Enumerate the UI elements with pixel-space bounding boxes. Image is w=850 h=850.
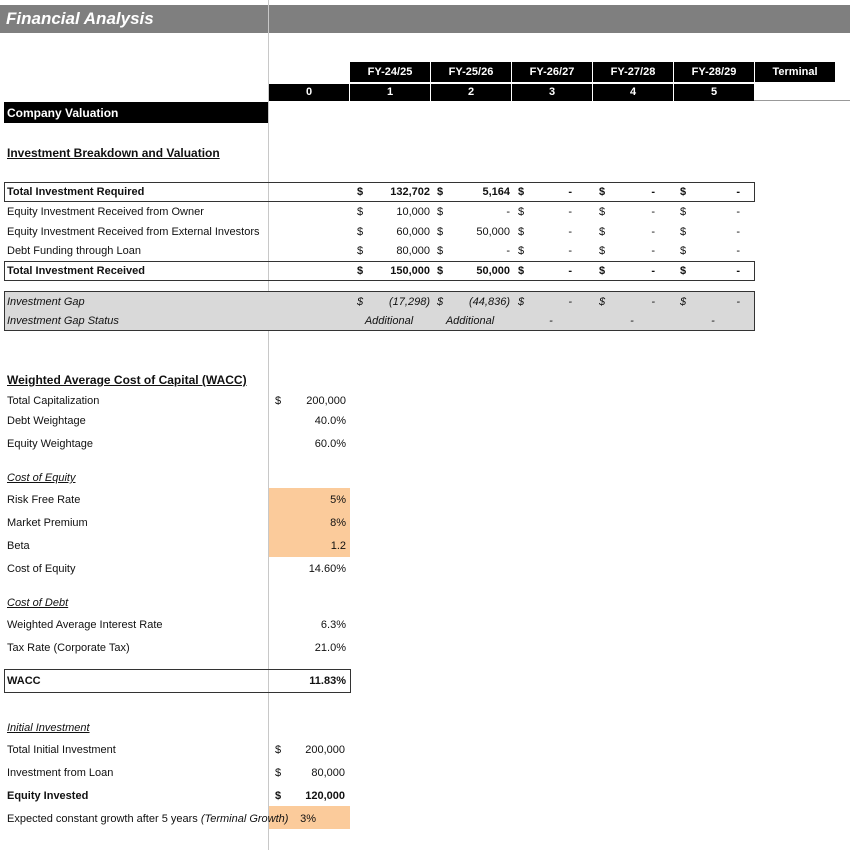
investment-gap-currency-2: $ — [437, 296, 444, 308]
risk-free-rate-input[interactable]: 5% — [330, 494, 346, 506]
investment-gap-value-3[interactable]: - — [568, 296, 572, 308]
market-premium-label[interactable]: Market Premium — [7, 517, 88, 529]
wacc-label[interactable]: WACC — [7, 675, 41, 687]
debt-funding-value-2[interactable]: - — [506, 245, 510, 257]
cost-of-equity-label[interactable]: Cost of Equity — [7, 563, 76, 575]
external-equity-currency-3: $ — [518, 226, 525, 238]
investment-gap-value-1[interactable]: (17,298) — [389, 296, 430, 308]
investment-from-loan-label[interactable]: Investment from Loan — [7, 767, 114, 779]
beta-input[interactable]: 1.2 — [330, 540, 346, 552]
investment-gap-currency-5: $ — [680, 296, 687, 308]
section-company-valuation[interactable] — [4, 102, 268, 123]
total-received-label[interactable]: Total Investment Received — [7, 265, 145, 277]
debt-weightage-label[interactable]: Debt Weightage — [7, 415, 86, 427]
total-required-label[interactable]: Total Investment Required — [7, 186, 145, 198]
terminal-growth-label[interactable] — [7, 813, 288, 825]
header-terminal-growth[interactable]: Terminal Growth — [755, 62, 835, 82]
debt-funding-currency-5: $ — [680, 245, 687, 257]
sheet-title: Financial Analysis — [6, 9, 154, 28]
debt-funding-currency-3: $ — [518, 245, 525, 257]
debt-funding-value-1[interactable]: 80,000 — [396, 245, 430, 257]
total-required-currency-1: $ — [357, 186, 364, 198]
wacc-value[interactable]: 11.83% — [309, 675, 346, 687]
total-received-value-4[interactable]: - — [651, 265, 655, 277]
terminal-growth-input[interactable]: 3% — [300, 813, 316, 825]
investment-gap-status-label[interactable]: Investment Gap Status — [7, 315, 119, 327]
owner-equity-currency-1: $ — [357, 206, 364, 218]
owner-equity-value-2[interactable]: - — [506, 206, 510, 218]
owner-equity-label[interactable]: Equity Investment Received from Owner — [7, 206, 204, 218]
external-equity-currency-5: $ — [680, 226, 687, 238]
total-required-currency-3: $ — [518, 186, 525, 198]
owner-equity-value-1[interactable]: 10,000 — [396, 206, 430, 218]
owner-equity-currency-5: $ — [680, 206, 687, 218]
total-received-currency-4: $ — [599, 265, 606, 277]
column-divider — [268, 0, 269, 850]
header-period-3[interactable]: FY-26/27 — [512, 62, 592, 82]
investment-gap-currency-3: $ — [518, 296, 525, 308]
total-required-currency-5: $ — [680, 186, 687, 198]
header-index-5[interactable]: 5 — [674, 84, 754, 101]
total-required-value-2[interactable]: 5,164 — [482, 186, 510, 198]
total-required-value-3[interactable]: - — [568, 186, 572, 198]
investment-from-loan-value[interactable]: 80,000 — [311, 767, 345, 779]
header-period-5[interactable]: FY-28/29 — [674, 62, 754, 82]
owner-equity-currency-4: $ — [599, 206, 606, 218]
equity-weightage-value[interactable]: 60.0% — [314, 438, 346, 450]
investment-gap-value-5[interactable]: - — [736, 296, 740, 308]
header-index-3[interactable]: 3 — [512, 84, 592, 101]
investment-gap-value-2[interactable]: (44,836) — [469, 296, 510, 308]
investment-gap-status-1[interactable]: Additional — [364, 315, 414, 327]
debt-funding-label[interactable]: Debt Funding through Loan — [7, 245, 141, 257]
investment-gap-currency-4: $ — [599, 296, 606, 308]
external-equity-currency-2: $ — [437, 226, 444, 238]
owner-equity-value-4[interactable]: - — [651, 206, 655, 218]
debt-funding-currency-4: $ — [599, 245, 606, 257]
total-required-currency-2: $ — [437, 186, 444, 198]
total-received-currency-5: $ — [680, 265, 687, 277]
total-received-value-5[interactable]: - — [736, 265, 740, 277]
debt-funding-value-4[interactable]: - — [651, 245, 655, 257]
external-equity-currency-1: $ — [357, 226, 364, 238]
debt-funding-value-5[interactable]: - — [736, 245, 740, 257]
total-capitalization-currency: $ — [275, 395, 282, 407]
header-period-1[interactable]: FY-24/25 — [350, 62, 430, 82]
sheet-title-bar — [0, 5, 850, 33]
total-capitalization-label[interactable]: Total Capitalization — [7, 395, 100, 407]
equity-invested-currency: $ — [275, 790, 282, 802]
external-equity-currency-4: $ — [599, 226, 606, 238]
total-received-value-2[interactable]: 50,000 — [476, 265, 510, 277]
external-equity-value-3[interactable]: - — [568, 226, 572, 238]
external-equity-label[interactable]: Equity Investment Received from External Investors — [7, 226, 260, 238]
header-period-4[interactable]: FY-27/28 — [593, 62, 673, 82]
owner-equity-currency-3: $ — [518, 206, 525, 218]
total-initial-investment-label[interactable]: Total Initial Investment — [7, 744, 116, 756]
header-underline — [754, 100, 850, 101]
beta-label[interactable]: Beta — [7, 540, 30, 552]
equity-invested-label[interactable]: Equity Invested — [7, 790, 89, 802]
investment-heading[interactable]: Investment Breakdown and Valuation — [7, 146, 220, 160]
external-equity-value-2[interactable]: 50,000 — [476, 226, 510, 238]
total-initial-investment-currency: $ — [275, 744, 282, 756]
owner-equity-currency-2: $ — [437, 206, 444, 218]
cost-of-equity-heading[interactable]: Cost of Equity — [7, 472, 76, 484]
investment-gap-status-3[interactable]: - — [549, 315, 553, 327]
total-initial-investment-value[interactable]: 200,000 — [305, 744, 345, 756]
investment-gap-status-5[interactable]: - — [711, 315, 715, 327]
header-index-4[interactable]: 4 — [593, 84, 673, 101]
external-equity-value-5[interactable]: - — [736, 226, 740, 238]
external-equity-value-4[interactable]: - — [651, 226, 655, 238]
owner-equity-value-3[interactable]: - — [568, 206, 572, 218]
tax-rate-value[interactable]: 21.0% — [314, 642, 346, 654]
debt-funding-currency-2: $ — [437, 245, 444, 257]
external-equity-value-1[interactable]: 60,000 — [396, 226, 430, 238]
wacc-heading[interactable]: Weighted Average Cost of Capital (WACC) — [7, 373, 247, 387]
investment-gap-status-4[interactable]: - — [630, 315, 634, 327]
debt-weightage-value[interactable]: 40.0% — [314, 415, 346, 427]
header-index-1[interactable]: 1 — [350, 84, 430, 101]
debt-funding-currency-1: $ — [357, 245, 364, 257]
investment-gap-label[interactable]: Investment Gap — [7, 296, 85, 308]
initial-investment-heading[interactable]: Initial Investment — [7, 722, 90, 734]
header-index-2[interactable]: 2 — [431, 84, 511, 101]
total-received-currency-3: $ — [518, 265, 525, 277]
total-received-currency-1: $ — [357, 265, 364, 277]
investment-gap-value-4[interactable]: - — [651, 296, 655, 308]
equity-weightage-label[interactable]: Equity Weightage — [7, 438, 94, 450]
equity-invested-value[interactable]: 120,000 — [305, 790, 345, 802]
total-required-value-1[interactable]: 132,702 — [390, 186, 430, 198]
total-required-currency-4: $ — [599, 186, 606, 198]
tax-rate-label[interactable]: Tax Rate (Corporate Tax) — [7, 642, 130, 654]
total-received-value-1[interactable]: 150,000 — [390, 265, 430, 277]
total-received-currency-2: $ — [437, 265, 444, 277]
total-capitalization-value[interactable]: 200,000 — [306, 395, 346, 407]
header-period-2[interactable]: FY-25/26 — [431, 62, 511, 82]
header-index-0[interactable]: 0 — [269, 84, 349, 101]
total-received-value-3[interactable]: - — [568, 265, 572, 277]
debt-funding-value-3[interactable]: - — [568, 245, 572, 257]
owner-equity-value-5[interactable]: - — [736, 206, 740, 218]
total-required-value-5[interactable]: - — [736, 186, 740, 198]
market-premium-input[interactable]: 8% — [330, 517, 346, 529]
interest-rate-value[interactable]: 6.3% — [320, 619, 346, 631]
investment-gap-currency-1: $ — [357, 296, 364, 308]
section-title: Company Valuation — [7, 106, 119, 120]
cost-of-equity-value[interactable]: 14.60% — [308, 563, 346, 575]
risk-free-rate-label[interactable]: Risk Free Rate — [7, 494, 81, 506]
terminal-growth-note: (Terminal Growth) — [200, 813, 289, 825]
investment-from-loan-currency: $ — [275, 767, 282, 779]
terminal-growth-label-text: Expected constant growth after 5 years — [7, 813, 198, 825]
total-required-value-4[interactable]: - — [651, 186, 655, 198]
interest-rate-label[interactable]: Weighted Average Interest Rate — [7, 619, 163, 631]
cost-of-debt-heading[interactable]: Cost of Debt — [7, 597, 69, 609]
investment-gap-status-2[interactable]: Additional — [445, 315, 495, 327]
